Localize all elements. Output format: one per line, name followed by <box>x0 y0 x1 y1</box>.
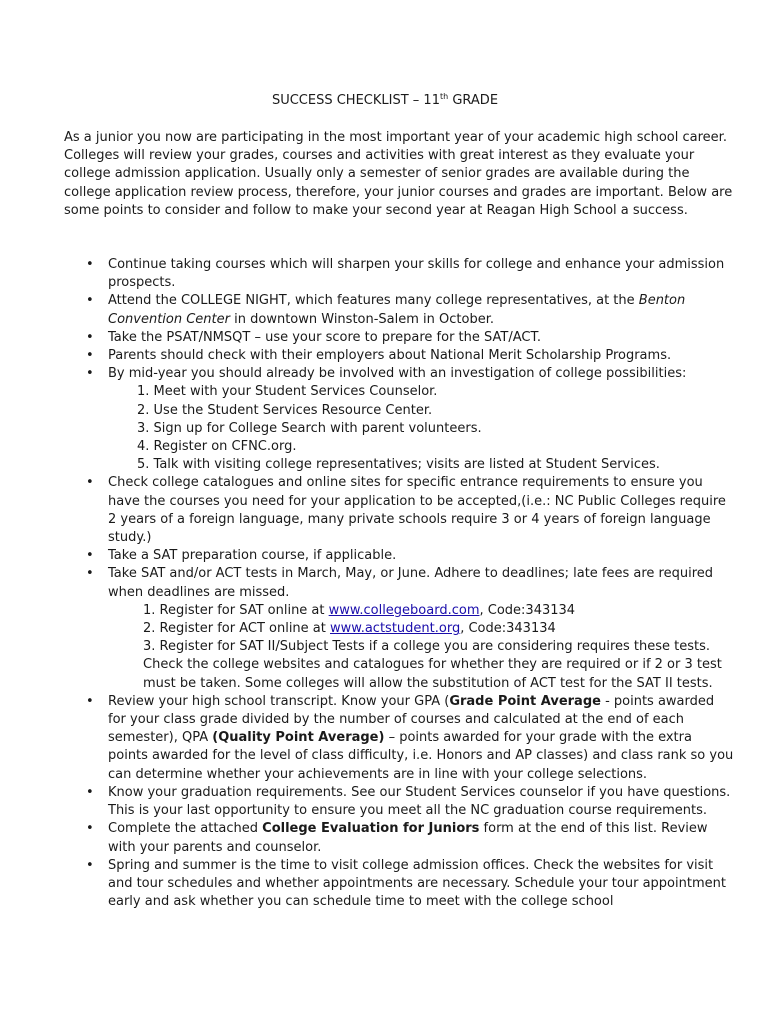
checklist-item <box>64 565 736 692</box>
checklist-item <box>64 474 736 547</box>
sub-item: 3. Sign up for College Search with parent volunteers. <box>137 420 482 436</box>
item-text: in downtown Winston-Salem in October. <box>230 311 494 327</box>
item-text: Spring and summer is the time to visit college admission offices. Check the websites for visit and tour schedules and whether appointments are necessary. Schedule your tour appointment early and ask whether you can schedule time to meet with the college school <box>108 857 726 910</box>
item-text: form at the end of this list. Review with your parents and counselor. <box>108 821 708 855</box>
sub-item-text: 1. Register for SAT online at <box>143 602 329 618</box>
sub-item: 1. Meet with your Student Services Counselor. <box>137 384 438 400</box>
sub-paragraph <box>108 638 736 693</box>
item-bold: College Evaluation for Juniors <box>262 821 480 837</box>
checklist-item <box>64 547 736 565</box>
item-emphasis: Benton Convention Center <box>108 293 686 327</box>
sub-list <box>108 383 736 474</box>
actstudent-link[interactable]: www.actstudent.org <box>330 621 461 637</box>
sub-item-text: 2. Register for ACT online at <box>143 621 330 637</box>
checklist-item <box>64 820 736 856</box>
title-text: SUCCESS CHECKLIST – 11 <box>271 93 440 108</box>
checklist <box>64 256 736 911</box>
item-text: Take the PSAT/NMSQT – use your score to prepare for the SAT/ACT. <box>108 329 541 345</box>
item-text: Parents should check with their employers about National Merit Scholarship Programs. <box>108 348 672 364</box>
sub-item-text: , Code:343134 <box>479 602 576 618</box>
sub-paragraph-text: 3. Register for SAT II/Subject Tests if a college you are considering requires these tests. Check the college websites and catalogues for whether they are required or if 2 or 3 test must be taken. Some colleges will allow the substitution of ACT test for the SAT II tests. <box>143 639 722 691</box>
item-text: Complete the attached <box>108 821 263 837</box>
item-text: – points awarded for your grade with the extra points awarded for the level of class difficulty, i.e. Honors and AP classes) and class rank so you can determine whether your achievements are in line with your college selections. <box>108 730 734 782</box>
item-text: Know your graduation requirements. See our Student Services counselor if you have questions. This is your last opportunity to ensure you meet all the NC graduation course requirements. <box>108 784 731 819</box>
sub-list <box>108 602 736 638</box>
item-text: Take SAT and/or ACT tests in March, May, or June. Adhere to deadlines; late fees are required when deadlines are missed. <box>108 566 714 600</box>
sub-item: 2. Use the Student Services Resource Center. <box>137 402 433 418</box>
item-bold: (Quality Point Average) <box>212 730 385 746</box>
sub-item <box>108 602 736 620</box>
checklist-item <box>64 256 736 292</box>
sub-item <box>108 620 736 638</box>
checklist-item <box>64 365 736 474</box>
checklist-item <box>64 784 736 820</box>
intro-paragraph: As a junior you now are participating in the most important year of your academic high school career. Colleges will review your grades, courses and activities with great interest as they evaluate your college admission application. Usually only a semester of senior grades are available during the college application review process, therefore, your junior courses and grades are important. Below are some points to consider and follow to make your second year at Reagan High School a success. <box>64 130 733 218</box>
checklist-item <box>64 857 736 912</box>
item-bold: Grade Point Average <box>449 693 601 709</box>
collegeboard-link[interactable]: www.collegeboard.com <box>328 602 480 618</box>
item-text: Attend the COLLEGE NIGHT, which features many college representatives, at the <box>108 293 639 309</box>
checklist-item <box>64 693 736 784</box>
item-text: Review your high school transcript. Know your GPA ( <box>108 693 450 709</box>
item-text: Continue taking courses which will sharpen your skills for college and enhance your admission prospects. <box>108 257 725 291</box>
item-text: Take a SAT preparation course, if applicable. <box>108 548 397 564</box>
item-text: - points awarded for your class grade divided by the number of courses and calculated at the end of each semester), QPA <box>108 693 715 746</box>
page-title <box>0 92 770 110</box>
sub-item: 5. Talk with visiting college representatives; visits are listed at Student Services. <box>137 457 660 473</box>
checklist-item <box>64 347 736 365</box>
item-text: Check college catalogues and online sites for specific entrance requirements to ensure you have the courses you need for your application to be accepted,(i.e.: NC Public Colleges require 2 years of a foreign language, many private schools require 3 or 4 years of foreign language study.) <box>108 475 726 546</box>
title-superscript: th <box>439 92 449 101</box>
checklist-item <box>64 329 736 347</box>
sub-item: 4. Register on CFNC.org. <box>137 439 297 455</box>
item-text: By mid-year you should already be involved with an investigation of college possibilities: <box>108 366 687 382</box>
checklist-item <box>64 292 736 328</box>
title-text-end: GRADE <box>448 93 499 108</box>
sub-item-text: , Code:343134 <box>460 621 556 637</box>
